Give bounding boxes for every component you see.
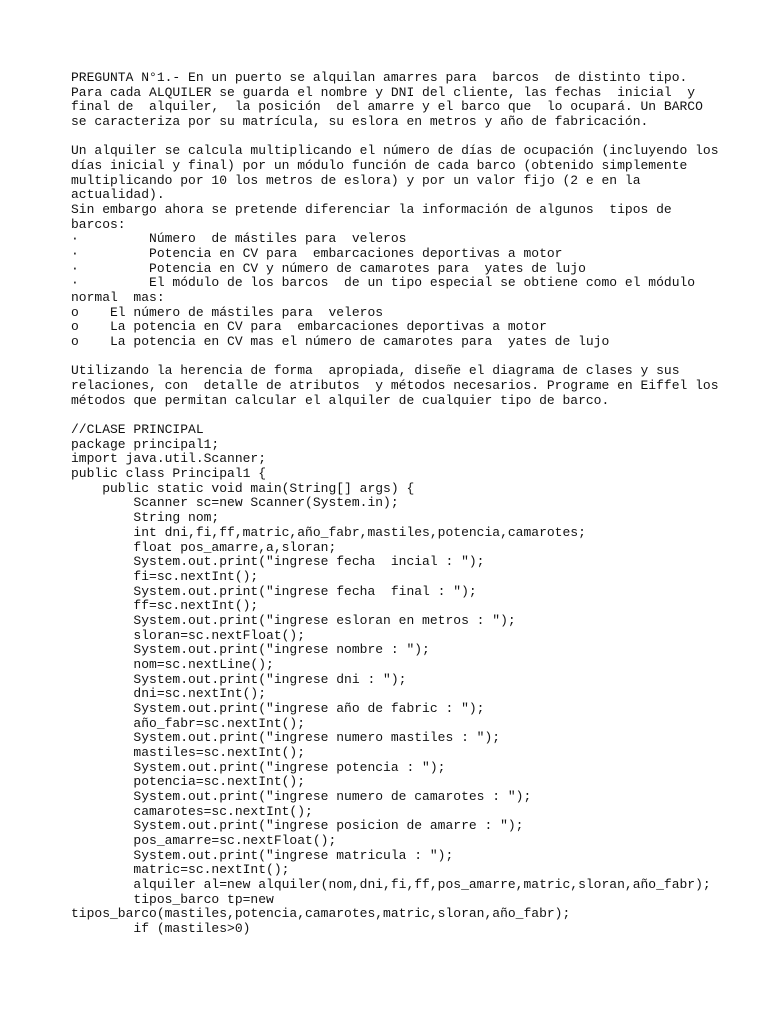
question-text-line: métodos que permitan calcular el alquiler de cualquier tipo de barco. bbox=[71, 392, 610, 408]
code-line: matric=sc.nextInt(); bbox=[71, 862, 290, 878]
question-text-line: o La potencia en CV para embarcaciones deportivas a motor bbox=[71, 319, 547, 335]
question-text-line bbox=[71, 130, 731, 145]
code-line: System.out.print("ingrese numero mastiles : "); bbox=[71, 730, 501, 746]
code-line: System.out.print("ingrese dni : "); bbox=[71, 671, 407, 687]
question-text-line: · Potencia en CV para embarcaciones deportivas a motor bbox=[71, 246, 563, 262]
code-line: año_fabr=sc.nextInt(); bbox=[71, 715, 306, 731]
question-text-line: actualidad). bbox=[71, 187, 165, 203]
code-line: System.out.print("ingrese esloran en metros : "); bbox=[71, 612, 516, 628]
code-line: System.out.print("ingrese matricula : "); bbox=[71, 847, 454, 863]
question-text-line: o La potencia en CV mas el número de camarotes para yates de lujo bbox=[71, 334, 610, 350]
document-page bbox=[71, 71, 731, 937]
question-text-line: días inicial y final) por un módulo función de cada barco (obtenido simplemente bbox=[71, 158, 688, 174]
code-line: package principal1; bbox=[71, 436, 220, 452]
code-line: System.out.print("ingrese posicion de amarre : "); bbox=[71, 818, 524, 834]
code-line: mastiles=sc.nextInt(); bbox=[71, 744, 306, 760]
code-line: float pos_amarre,a,sloran; bbox=[71, 539, 337, 555]
question-text-line: normal mas: bbox=[71, 290, 165, 306]
code-line: System.out.print("ingrese potencia : "); bbox=[71, 759, 446, 775]
code-line: //CLASE PRINCIPAL bbox=[71, 422, 204, 438]
question-text-line bbox=[71, 350, 731, 365]
question-text-line: o El número de mástiles para veleros bbox=[71, 304, 384, 320]
question-text-line: se caracteriza por su matrícula, su eslora en metros y año de fabricación. bbox=[71, 114, 649, 130]
question-text-line: Un alquiler se calcula multiplicando el número de días de ocupación (incluyendo los bbox=[71, 143, 719, 159]
code-line: import java.util.Scanner; bbox=[71, 451, 267, 467]
code-line: Scanner sc=new Scanner(System.in); bbox=[71, 495, 399, 511]
question-text-line: Sin embargo ahora se pretende diferenciar la información de algunos tipos de bbox=[71, 202, 672, 218]
question-text-line: Para cada ALQUILER se guarda el nombre y DNI del cliente, las fechas inicial y bbox=[71, 84, 696, 100]
question-text-line: relaciones, con detalle de atributos y métodos necesarios. Programe en Eiffel los bbox=[71, 378, 719, 394]
code-line: fi=sc.nextInt(); bbox=[71, 568, 259, 584]
code-line: int dni,fi,ff,matric,año_fabr,mastiles,potencia,camarotes; bbox=[71, 524, 586, 540]
question-text-line: final de alquiler, la posición del amarre y el barco que lo ocupará. Un BARCO bbox=[71, 99, 703, 115]
code-line: nom=sc.nextLine(); bbox=[71, 656, 274, 672]
question-text-line: multiplicando por 10 los metros de eslora) y por un valor fijo (2 e en la bbox=[71, 172, 641, 188]
code-line: pos_amarre=sc.nextFloat(); bbox=[71, 832, 337, 848]
code-line: dni=sc.nextInt(); bbox=[71, 686, 267, 702]
code-line: System.out.print("ingrese fecha final : "); bbox=[71, 583, 477, 599]
code-line: public static void main(String[] args) { bbox=[71, 480, 415, 496]
code-line: tipos_barco(mastiles,potencia,camarotes,matric,sloran,año_fabr); bbox=[71, 906, 571, 922]
question-text-line bbox=[71, 408, 731, 423]
question-text-line: Utilizando la herencia de forma apropiada, diseñe el diagrama de clases y sus bbox=[71, 363, 680, 379]
question-section bbox=[71, 71, 731, 423]
code-section bbox=[71, 423, 731, 937]
code-line: ff=sc.nextInt(); bbox=[71, 598, 259, 614]
code-line: public class Principal1 { bbox=[71, 466, 267, 482]
code-line: sloran=sc.nextFloat(); bbox=[71, 627, 306, 643]
code-line: System.out.print("ingrese fecha incial : "); bbox=[71, 554, 485, 570]
code-line: if (mastiles>0) bbox=[71, 920, 251, 936]
question-text-line: · Potencia en CV y número de camarotes para yates de lujo bbox=[71, 260, 586, 276]
question-text-line: · Número de mástiles para veleros bbox=[71, 231, 407, 247]
question-text-line: PREGUNTA N°1.- En un puerto se alquilan amarres para barcos de distinto tipo. bbox=[71, 70, 688, 85]
question-text-line: barcos: bbox=[71, 216, 126, 232]
code-line: System.out.print("ingrese año de fabric : "); bbox=[71, 700, 485, 716]
code-line: potencia=sc.nextInt(); bbox=[71, 774, 306, 790]
code-line: camarotes=sc.nextInt(); bbox=[71, 803, 313, 819]
code-line: String nom; bbox=[71, 510, 220, 526]
question-text-line: · El módulo de los barcos de un tipo especial se obtiene como el módulo bbox=[71, 275, 696, 291]
code-line: tipos_barco tp=new bbox=[71, 891, 274, 907]
code-line: alquiler al=new alquiler(nom,dni,fi,ff,pos_amarre,matric,sloran,año_fabr); bbox=[71, 876, 711, 892]
code-line: System.out.print("ingrese numero de camarotes : "); bbox=[71, 788, 532, 804]
code-line: System.out.print("ingrese nombre : "); bbox=[71, 642, 430, 658]
